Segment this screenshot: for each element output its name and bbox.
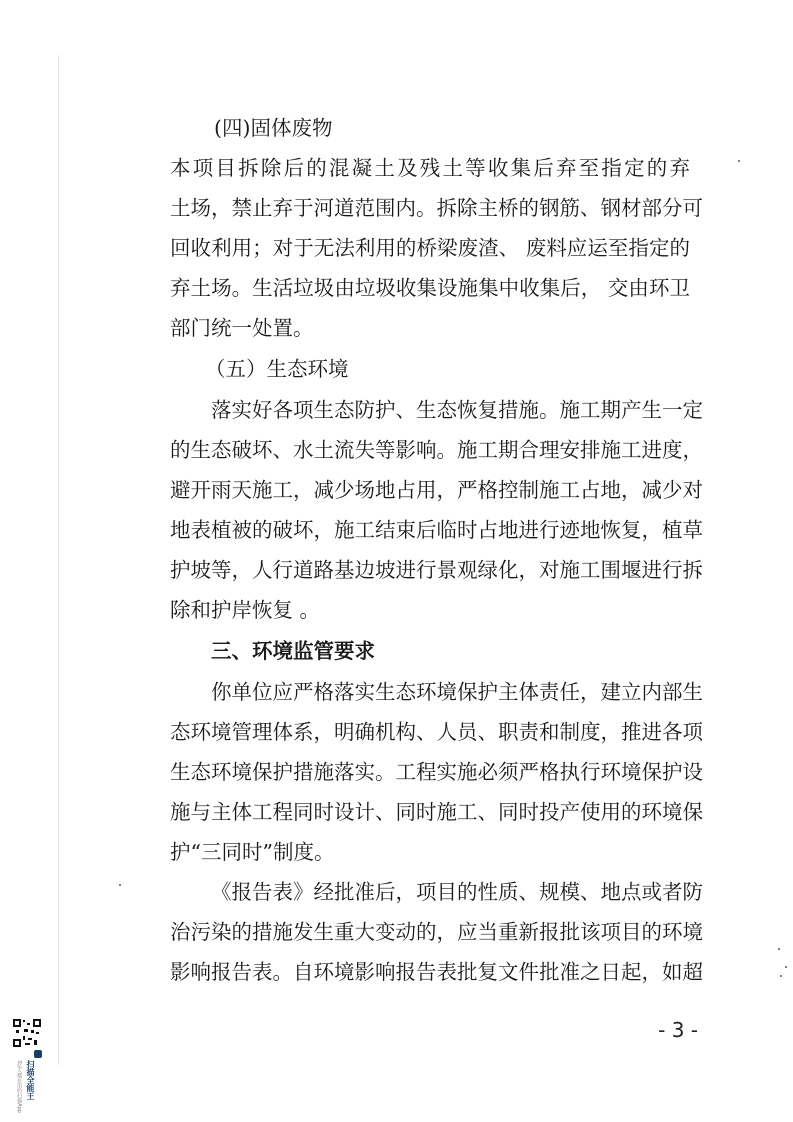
scanner-app-name: 扫描全能王 [26, 1060, 35, 1100]
section-five-heading: （五）生态环境 [205, 357, 349, 381]
section-four-heading: (四)固体废物 [214, 116, 333, 140]
scan-speck [119, 884, 121, 886]
section-four-line-2: 土场，禁止弃于河道范围内。拆除主桥的钢筋、钢材部分可 [170, 196, 703, 220]
scanner-app-icon [34, 1050, 42, 1058]
section-four-line-3: 回收利用；对于无法利用的桥梁废渣、 废料应运至指定的 [170, 236, 690, 260]
section-four-line-4: 弃土场。生活垃圾由垃圾收集设施集中收集后， 交由环卫 [170, 276, 690, 300]
section-three-p1-line-1: 你单位应严格落实生态环境保护主体责任，建立内部生 [211, 680, 703, 704]
section-five-line-1: 落实好各项生态防护、生态恢复措施。施工期产生一定 [211, 398, 703, 422]
section-three-p1-line-5: 护“三同时”制度。 [170, 840, 335, 864]
section-four-line-1: 本项目拆除后的混凝土及残土等收集后弃至指定的弃 [170, 156, 690, 180]
scan-speck [738, 160, 740, 162]
binding-margin-line [58, 55, 59, 1065]
scanner-app-slogan: 3亿人都在用的扫描App [16, 1060, 22, 1113]
scan-speck [780, 975, 782, 977]
section-three-p1-line-4: 施与主体工程同时设计、同时施工、同时投产使用的环境保 [170, 800, 703, 824]
section-three-p2-line-2: 治污染的措施发生重大变动的，应当重新报批该项目的环境 [170, 920, 703, 944]
page-number: - 3 - [658, 1018, 698, 1042]
section-three-p1-line-3: 生态环境保护措施落实。工程实施必须严格执行环境保护设 [170, 760, 703, 784]
section-five-line-4: 地表植被的破坏，施工结束后临时占地进行迹地恢复，植草 [170, 518, 703, 542]
section-three-heading: 三、环境监管要求 [211, 639, 375, 663]
section-five-line-2: 的生态破坏、水土流失等影响。施工期合理安排施工进度， [170, 438, 703, 462]
qr-code-icon [12, 1018, 42, 1048]
section-five-line-3: 避开雨天施工，减少场地占用，严格控制施工占地，减少对 [170, 478, 703, 502]
section-four-line-5: 部门统一处置。 [170, 316, 314, 340]
section-three-p2-line-1: 《报告表》经批准后，项目的性质、规模、地点或者防 [211, 880, 703, 904]
scan-speck [785, 966, 787, 968]
section-five-line-6: 除和护岸恢复 。 [170, 598, 321, 622]
section-five-line-5: 护坡等，人行道路基边坡进行景观绿化，对施工围堰进行拆 [170, 558, 703, 582]
section-three-p1-line-2: 态环境管理体系，明确机构、人员、职责和制度，推进各项 [170, 720, 703, 744]
section-three-p2-line-3: 影响报告表。自环境影响报告表批复文件批准之日起，如超 [170, 960, 703, 984]
scan-speck [778, 948, 780, 950]
